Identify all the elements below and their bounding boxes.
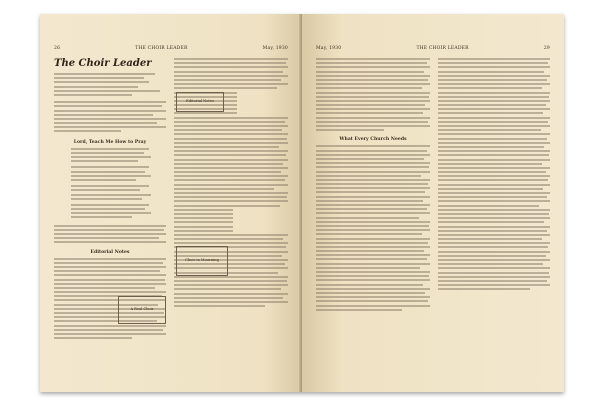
left-column-1 (54, 58, 166, 382)
right-running-head (316, 46, 550, 54)
poem-title: Lord, Teach Me How to Pray (73, 139, 147, 145)
right-page-number: 29 (543, 46, 550, 51)
real-choir-box (118, 296, 166, 324)
editorial-box-label: Editorial Notes (186, 99, 214, 103)
left-page-number: 26 (54, 46, 61, 51)
article-heading: What Every Church Needs (339, 137, 407, 143)
choir-mourning-label: Choir in Mourning (185, 258, 219, 262)
editorial-box (176, 92, 224, 112)
left-running-title: THE CHOIR LEADER (135, 46, 188, 51)
choir-mourning-box (176, 246, 228, 276)
left-page (40, 14, 302, 392)
left-date: May, 1930 (262, 46, 288, 51)
right-running-title: THE CHOIR LEADER (416, 46, 469, 51)
right-page (302, 14, 564, 392)
real-choir-label: A Real Choir (130, 307, 154, 311)
section-heading: Editorial Notes (90, 249, 130, 255)
masthead: The Choir Leader (54, 58, 152, 69)
open-magazine (40, 14, 564, 392)
right-column-1 (316, 58, 430, 382)
right-column-2 (438, 58, 550, 382)
right-date: May, 1930 (316, 46, 342, 51)
left-running-head (54, 46, 288, 54)
